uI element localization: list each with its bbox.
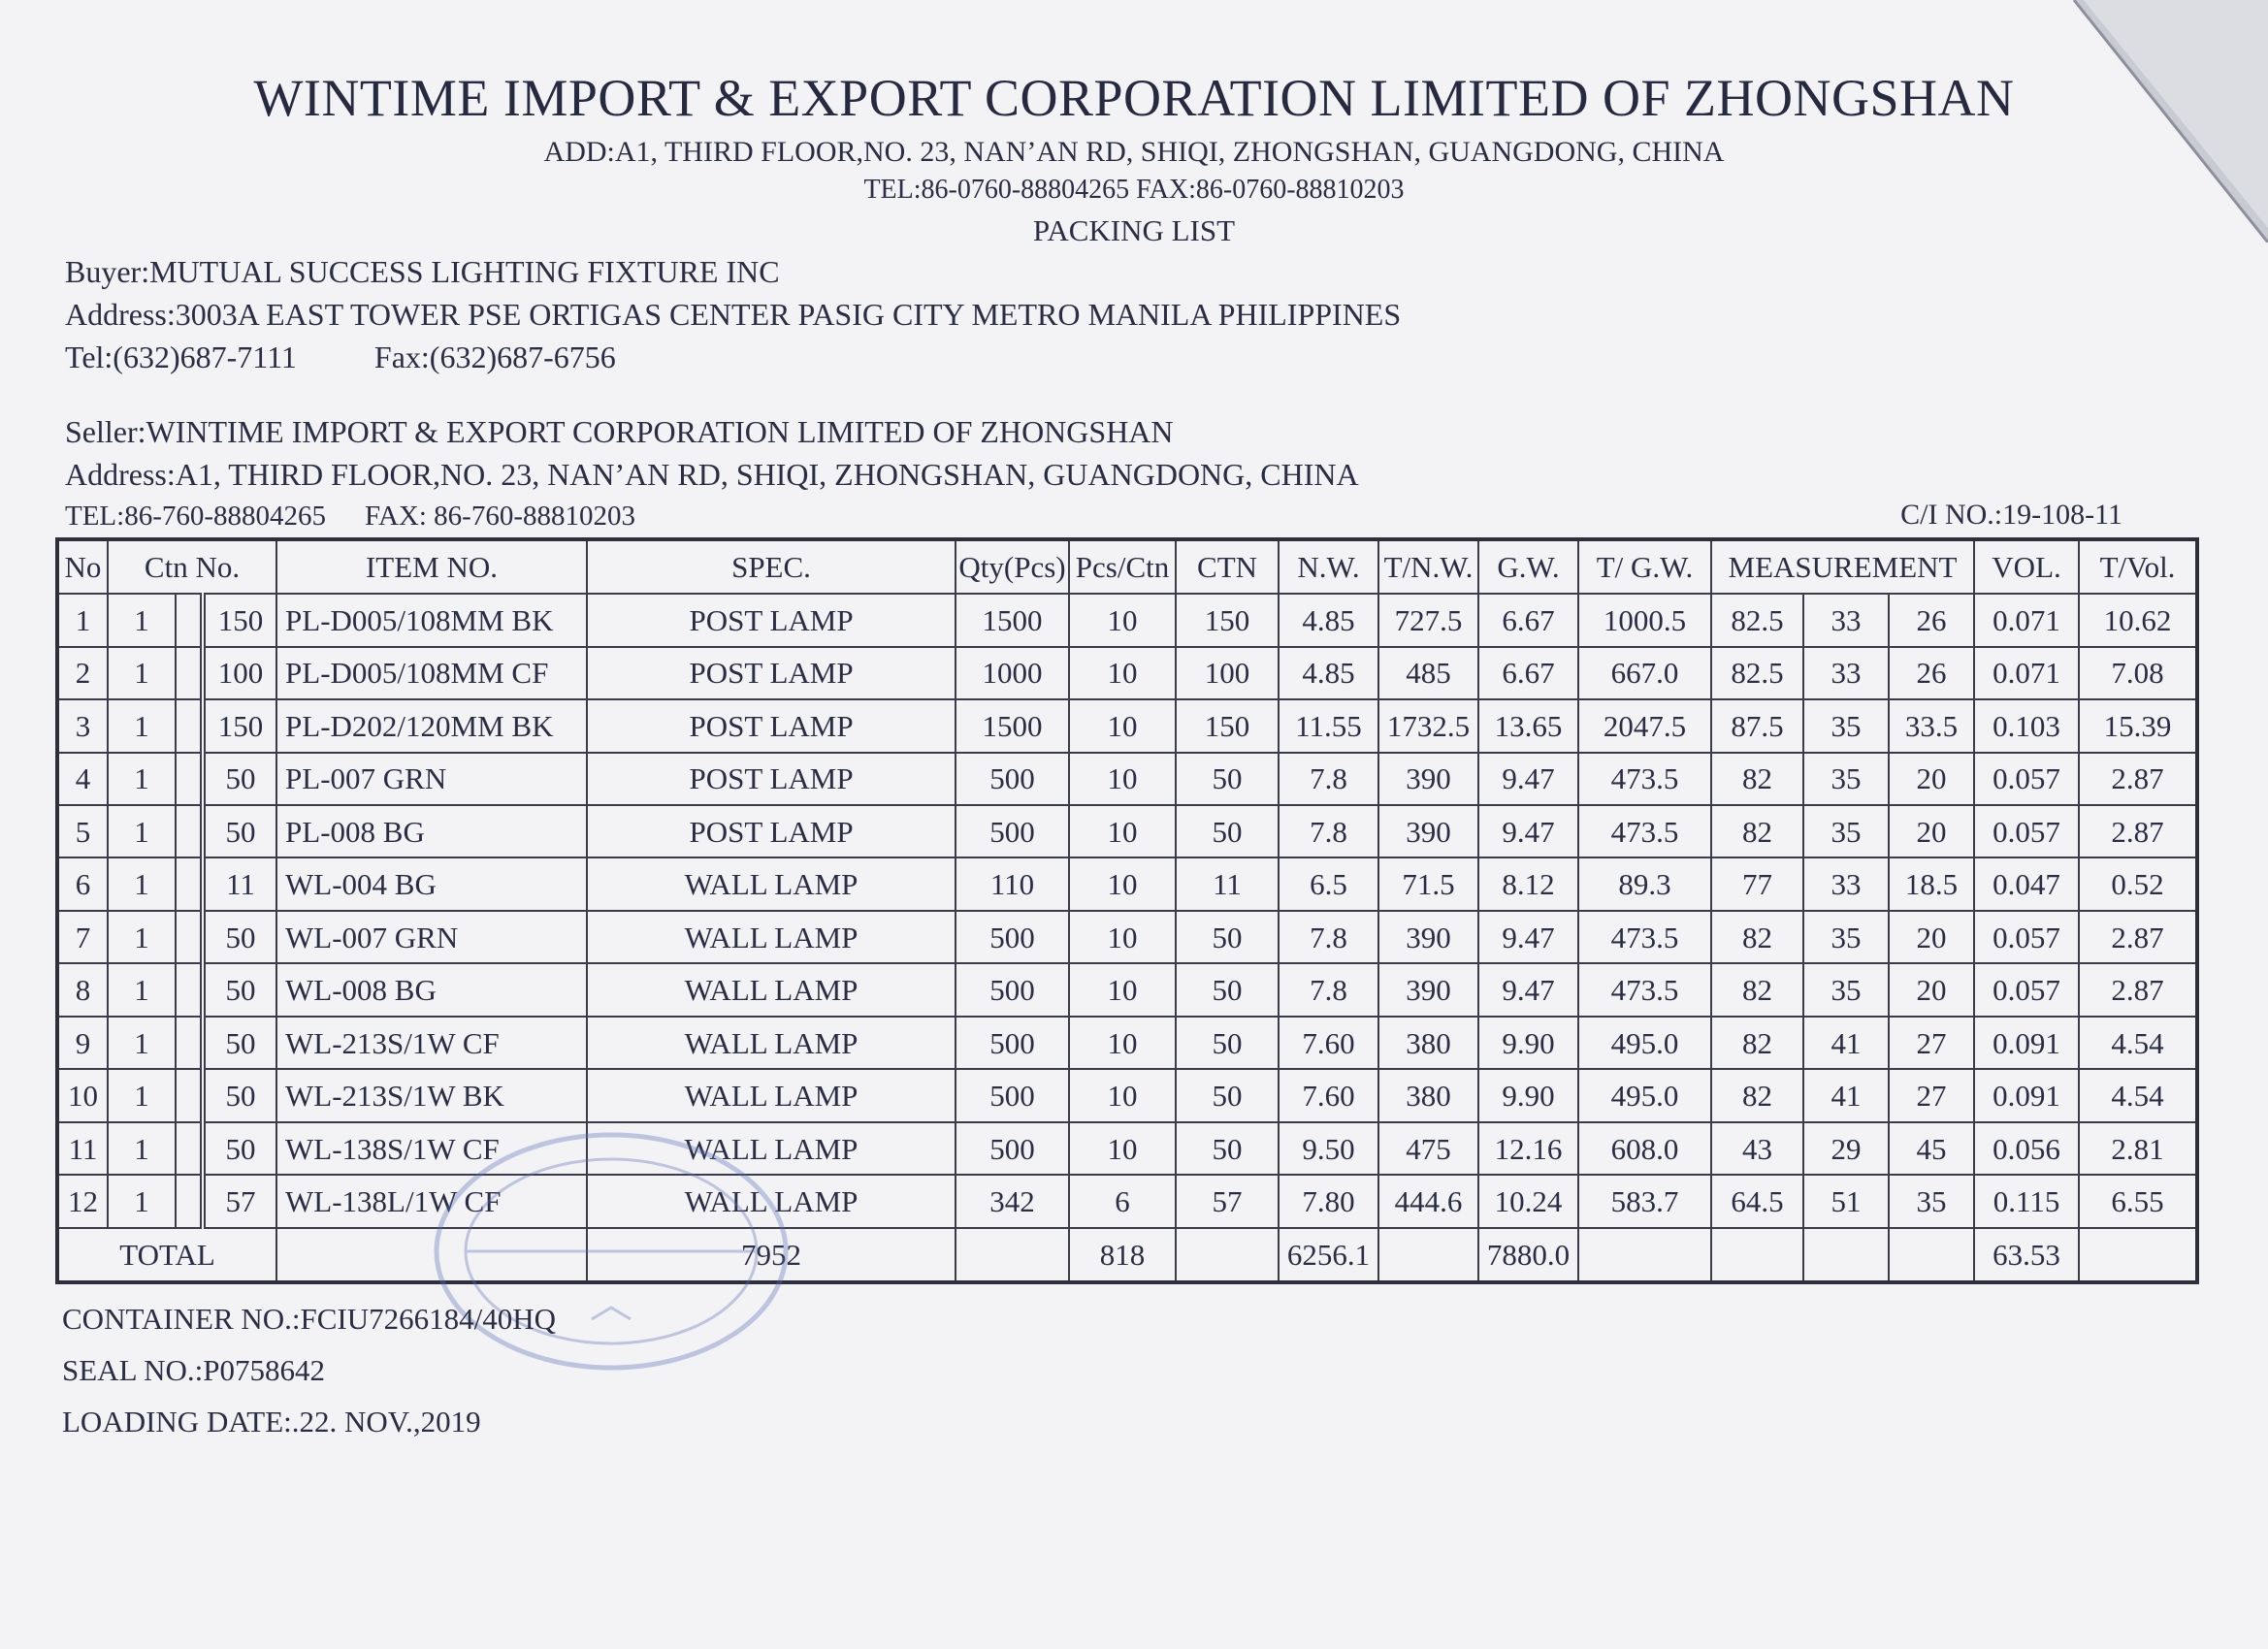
- spec: POST LAMP: [587, 647, 956, 699]
- gross-weight: 6.67: [1478, 594, 1578, 646]
- header-nw: N.W.: [1279, 539, 1378, 594]
- volume: 0.071: [1974, 594, 2079, 646]
- net-weight: 7.60: [1279, 1069, 1378, 1121]
- measure-length: 82.5: [1711, 647, 1803, 699]
- ctn-count: 50: [1176, 963, 1279, 1016]
- item-no: WL-008 BG: [276, 963, 587, 1016]
- document-title: PACKING LIST: [1032, 213, 1236, 247]
- total-volume: 2.81: [2079, 1122, 2197, 1175]
- total-ctn: 818: [1069, 1228, 1176, 1282]
- measure-length: 77: [1711, 857, 1803, 910]
- total-net-weight: 390: [1378, 805, 1478, 857]
- table-row: [57, 753, 2197, 805]
- pcs-per-ctn: 10: [1069, 753, 1176, 805]
- item-no: WL-213S/1W BK: [276, 1069, 587, 1121]
- gross-weight: 9.47: [1478, 911, 1578, 963]
- volume: 0.057: [1974, 963, 2079, 1016]
- measure-length: 64.5: [1711, 1175, 1803, 1227]
- measure-width: 35: [1803, 911, 1889, 963]
- seller-address: Address:A1, THIRD FLOOR,NO. 23, NAN’AN RD, SHIQI, ZHONGSHAN, GUANGDONG, CHINA: [65, 457, 1359, 492]
- spec: WALL LAMP: [587, 963, 956, 1016]
- total-net-weight: 444.6: [1378, 1175, 1478, 1227]
- item-no: WL-004 BG: [276, 857, 587, 910]
- measure-height: 20: [1889, 963, 1974, 1016]
- measure-length: 87.5: [1711, 699, 1803, 752]
- header-vol: VOL.: [1974, 539, 2079, 594]
- total-gross-weight: 473.5: [1578, 805, 1711, 857]
- total-gross-weight: 473.5: [1578, 963, 1711, 1016]
- measure-width: 35: [1803, 753, 1889, 805]
- qty: 1000: [956, 647, 1069, 699]
- total-volume: 2.87: [2079, 753, 2197, 805]
- row-no: 10: [57, 1069, 108, 1121]
- total-volume: 10.62: [2079, 594, 2197, 646]
- measure-height: 27: [1889, 1069, 1974, 1121]
- ctn-sep: [176, 1122, 203, 1175]
- measure-length: 82: [1711, 753, 1803, 805]
- row-no: 3: [57, 699, 108, 752]
- pcs-per-ctn: 10: [1069, 1122, 1176, 1175]
- item-no: PL-008 BG: [276, 805, 587, 857]
- qty: 500: [956, 1069, 1069, 1121]
- ctn-sep: [176, 1175, 203, 1227]
- ctn-sep: [176, 594, 203, 646]
- total-nw-empty: [1176, 1228, 1279, 1282]
- spec: WALL LAMP: [587, 1175, 956, 1227]
- loading-date: LOADING DATE:.22. NOV.,2019: [62, 1405, 481, 1439]
- total-row: [57, 1228, 2197, 1282]
- ctn-count: 50: [1176, 911, 1279, 963]
- ctn-to: 57: [203, 1175, 276, 1227]
- total-net-weight: 727.5: [1378, 594, 1478, 646]
- header-pcs-ctn: Pcs/Ctn: [1069, 539, 1176, 594]
- ctn-count: 50: [1176, 1122, 1279, 1175]
- item-no: WL-213S/1W CF: [276, 1017, 587, 1069]
- measure-width: 41: [1803, 1069, 1889, 1121]
- ctn-count: 57: [1176, 1175, 1279, 1227]
- gross-weight: 13.65: [1478, 699, 1578, 752]
- ctn-to: 150: [203, 699, 276, 752]
- measure-width: 33: [1803, 647, 1889, 699]
- qty: 500: [956, 1017, 1069, 1069]
- total-volume: 7.08: [2079, 647, 2197, 699]
- net-weight: 9.50: [1279, 1122, 1378, 1175]
- buyer-contact: [65, 340, 616, 375]
- gross-weight: 6.67: [1478, 647, 1578, 699]
- seller-name: Seller:WINTIME IMPORT & EXPORT CORPORATION LIMITED OF ZHONGSHAN: [65, 414, 1174, 449]
- total-volume: 6.55: [2079, 1175, 2197, 1227]
- table-row: [57, 857, 2197, 910]
- gross-weight: 9.47: [1478, 963, 1578, 1016]
- volume: 0.091: [1974, 1017, 2079, 1069]
- table-row: [57, 911, 2197, 963]
- volume: 0.115: [1974, 1175, 2079, 1227]
- measure-height: 20: [1889, 753, 1974, 805]
- ctn-sep: [176, 963, 203, 1016]
- row-no: 1: [57, 594, 108, 646]
- volume: 0.103: [1974, 699, 2079, 752]
- net-weight: 7.8: [1279, 753, 1378, 805]
- table-header-row: [57, 539, 2197, 594]
- gross-weight: 9.90: [1478, 1069, 1578, 1121]
- volume: 0.091: [1974, 1069, 2079, 1121]
- total-w-empty: [1711, 1228, 1803, 1282]
- total-tnw: 6256.1: [1279, 1228, 1378, 1282]
- ctn-from: 1: [108, 911, 176, 963]
- total-net-weight: 475: [1378, 1122, 1478, 1175]
- spec: POST LAMP: [587, 699, 956, 752]
- measure-width: 33: [1803, 857, 1889, 910]
- total-gross-weight: 473.5: [1578, 911, 1711, 963]
- net-weight: 4.85: [1279, 594, 1378, 646]
- item-no: PL-007 GRN: [276, 753, 587, 805]
- ctn-to: 11: [203, 857, 276, 910]
- row-no: 12: [57, 1175, 108, 1227]
- net-weight: 7.60: [1279, 1017, 1378, 1069]
- ctn-to: 100: [203, 647, 276, 699]
- net-weight: 7.80: [1279, 1175, 1378, 1227]
- net-weight: 7.8: [1279, 805, 1378, 857]
- total-gross-weight: 2047.5: [1578, 699, 1711, 752]
- total-gross-weight: 583.7: [1578, 1175, 1711, 1227]
- measure-height: 18.5: [1889, 857, 1974, 910]
- total-volume: 2.87: [2079, 805, 2197, 857]
- measure-height: 26: [1889, 647, 1974, 699]
- measure-length: 82: [1711, 1017, 1803, 1069]
- total-gross-weight: 495.0: [1578, 1069, 1711, 1121]
- measure-height: 26: [1889, 594, 1974, 646]
- qty: 1500: [956, 699, 1069, 752]
- row-no: 5: [57, 805, 108, 857]
- table-row: [57, 594, 2197, 646]
- measure-length: 82: [1711, 1069, 1803, 1121]
- volume: 0.057: [1974, 753, 2079, 805]
- ctn-from: 1: [108, 805, 176, 857]
- pcs-per-ctn: 10: [1069, 911, 1176, 963]
- qty: 500: [956, 753, 1069, 805]
- ctn-count: 150: [1176, 699, 1279, 752]
- measure-width: 35: [1803, 963, 1889, 1016]
- ctn-to: 50: [203, 963, 276, 1016]
- item-no: WL-138L/1W CF: [276, 1175, 587, 1227]
- total-net-weight: 380: [1378, 1017, 1478, 1069]
- total-gross-weight: 495.0: [1578, 1017, 1711, 1069]
- spec: WALL LAMP: [587, 1017, 956, 1069]
- ctn-sep: [176, 1017, 203, 1069]
- volume: 0.057: [1974, 911, 2079, 963]
- header-item-no: ITEM NO.: [276, 539, 587, 594]
- ctn-sep: [176, 699, 203, 752]
- table-row: [57, 1122, 2197, 1175]
- item-no: PL-D005/108MM BK: [276, 594, 587, 646]
- buyer-name: Buyer:MUTUAL SUCCESS LIGHTING FIXTURE INC: [65, 254, 780, 289]
- ctn-count: 50: [1176, 1017, 1279, 1069]
- net-weight: 6.5: [1279, 857, 1378, 910]
- measure-length: 82: [1711, 963, 1803, 1016]
- total-gw-empty: [1378, 1228, 1478, 1282]
- net-weight: 7.8: [1279, 963, 1378, 1016]
- total-net-weight: 390: [1378, 753, 1478, 805]
- qty: 500: [956, 1122, 1069, 1175]
- volume: 0.057: [1974, 805, 2079, 857]
- total-pcs-empty: [956, 1228, 1069, 1282]
- buyer-address: Address:3003A EAST TOWER PSE ORTIGAS CENTER PASIG CITY METRO MANILA PHILIPPINES: [65, 297, 1402, 332]
- measure-height: 27: [1889, 1017, 1974, 1069]
- total-h-empty: [1803, 1228, 1889, 1282]
- gross-weight: 9.47: [1478, 753, 1578, 805]
- ctn-from: 1: [108, 963, 176, 1016]
- pcs-per-ctn: 10: [1069, 857, 1176, 910]
- measure-length: 82.5: [1711, 594, 1803, 646]
- ctn-count: 150: [1176, 594, 1279, 646]
- measure-width: 35: [1803, 699, 1889, 752]
- measure-width: 29: [1803, 1122, 1889, 1175]
- gross-weight: 9.90: [1478, 1017, 1578, 1069]
- measure-width: 51: [1803, 1175, 1889, 1227]
- ctn-to: 50: [203, 1069, 276, 1121]
- total-net-weight: 390: [1378, 911, 1478, 963]
- measure-height: 20: [1889, 805, 1974, 857]
- pcs-per-ctn: 10: [1069, 805, 1176, 857]
- total-volume: 15.39: [2079, 699, 2197, 752]
- ctn-sep: [176, 805, 203, 857]
- table-row: [57, 1175, 2197, 1227]
- row-no: 8: [57, 963, 108, 1016]
- table-row: [57, 1017, 2197, 1069]
- qty: 500: [956, 963, 1069, 1016]
- total-tgw: 7880.0: [1478, 1228, 1578, 1282]
- ctn-count: 50: [1176, 1069, 1279, 1121]
- row-no: 9: [57, 1017, 108, 1069]
- total-volume: 2.87: [2079, 963, 2197, 1016]
- header-spec: SPEC.: [587, 539, 956, 594]
- row-no: 11: [57, 1122, 108, 1175]
- seller-tel: TEL:86-760-88804265: [65, 501, 327, 532]
- container-number: CONTAINER NO.:FCIU7266184/40HQ: [62, 1302, 557, 1336]
- total-vol-empty: [1889, 1228, 1974, 1282]
- pcs-per-ctn: 10: [1069, 963, 1176, 1016]
- gross-weight: 8.12: [1478, 857, 1578, 910]
- gross-weight: 12.16: [1478, 1122, 1578, 1175]
- measure-height: 45: [1889, 1122, 1974, 1175]
- total-gross-weight: 1000.5: [1578, 594, 1711, 646]
- row-no: 2: [57, 647, 108, 699]
- ctn-from: 1: [108, 699, 176, 752]
- total-volume: 0.52: [2079, 857, 2197, 910]
- buyer-fax: Fax:(632)687-6756: [373, 340, 616, 374]
- header-tgw: T/ G.W.: [1578, 539, 1711, 594]
- row-no: 7: [57, 911, 108, 963]
- ctn-to: 50: [203, 753, 276, 805]
- volume: 0.047: [1974, 857, 2079, 910]
- net-weight: 7.8: [1279, 911, 1378, 963]
- gross-weight: 9.47: [1478, 805, 1578, 857]
- measure-width: 41: [1803, 1017, 1889, 1069]
- qty: 500: [956, 805, 1069, 857]
- total-volume: 2.87: [2079, 911, 2197, 963]
- net-weight: 4.85: [1279, 647, 1378, 699]
- total-gross-weight: 667.0: [1578, 647, 1711, 699]
- ctn-from: 1: [108, 1017, 176, 1069]
- ctn-from: 1: [108, 1122, 176, 1175]
- total-qty: 7952: [587, 1228, 956, 1282]
- spec: POST LAMP: [587, 594, 956, 646]
- ctn-sep: [176, 753, 203, 805]
- ctn-count: 50: [1176, 753, 1279, 805]
- seller-contact: [65, 501, 635, 533]
- qty: 500: [956, 911, 1069, 963]
- ci-number: C/I NO.:19-108-11: [1900, 499, 2122, 531]
- total-net-weight: 1732.5: [1378, 699, 1478, 752]
- measure-width: 33: [1803, 594, 1889, 646]
- item-no: WL-007 GRN: [276, 911, 587, 963]
- pcs-per-ctn: 10: [1069, 594, 1176, 646]
- pcs-per-ctn: 10: [1069, 699, 1176, 752]
- item-no: PL-D202/120MM BK: [276, 699, 587, 752]
- volume: 0.071: [1974, 647, 2079, 699]
- table-row: [57, 647, 2197, 699]
- pcs-per-ctn: 10: [1069, 1017, 1176, 1069]
- seller-fax: FAX: 86-760-88810203: [365, 501, 635, 532]
- company-seal-stamp: [427, 1125, 795, 1377]
- header-measurement: MEASUREMENT: [1711, 539, 1974, 594]
- total-l-empty: [1578, 1228, 1711, 1282]
- ctn-to: 50: [203, 1017, 276, 1069]
- total-gross-weight: 89.3: [1578, 857, 1711, 910]
- table-row: [57, 963, 2197, 1016]
- company-address: ADD:A1, THIRD FLOOR,NO. 23, NAN’AN RD, SHIQI, ZHONGSHAN, GUANGDONG, CHINA: [543, 136, 1725, 168]
- packing-table: [55, 537, 2199, 1284]
- ctn-count: 11: [1176, 857, 1279, 910]
- table-row: [57, 805, 2197, 857]
- spec: WALL LAMP: [587, 857, 956, 910]
- ctn-to: 50: [203, 911, 276, 963]
- total-net-weight: 485: [1378, 647, 1478, 699]
- ctn-count: 100: [1176, 647, 1279, 699]
- buyer-tel: Tel:(632)687-7111: [65, 340, 297, 374]
- spec: WALL LAMP: [587, 1069, 956, 1121]
- total-net-weight: 380: [1378, 1069, 1478, 1121]
- pcs-per-ctn: 10: [1069, 1069, 1176, 1121]
- measure-height: 33.5: [1889, 699, 1974, 752]
- ctn-from: 1: [108, 594, 176, 646]
- ctn-sep: [176, 1069, 203, 1121]
- header-qty: Qty(Pcs): [956, 539, 1069, 594]
- total-volume: 4.54: [2079, 1017, 2197, 1069]
- measure-length: 43: [1711, 1122, 1803, 1175]
- measure-length: 82: [1711, 805, 1803, 857]
- total-gross-weight: 473.5: [1578, 753, 1711, 805]
- total-volume: 4.54: [2079, 1069, 2197, 1121]
- total-gross-weight: 608.0: [1578, 1122, 1711, 1175]
- ctn-from: 1: [108, 753, 176, 805]
- spec: WALL LAMP: [587, 911, 956, 963]
- measure-height: 35: [1889, 1175, 1974, 1227]
- ctn-sep: [176, 911, 203, 963]
- table-row: [57, 699, 2197, 752]
- row-no: 4: [57, 753, 108, 805]
- header-tnw: T/N.W.: [1378, 539, 1478, 594]
- seal-number: SEAL NO.:P0758642: [62, 1353, 325, 1387]
- ctn-sep: [176, 647, 203, 699]
- ctn-sep: [176, 857, 203, 910]
- total-net-weight: 390: [1378, 963, 1478, 1016]
- total-label: TOTAL: [57, 1228, 276, 1282]
- ctn-from: 1: [108, 1175, 176, 1227]
- measure-length: 82: [1711, 911, 1803, 963]
- spec: WALL LAMP: [587, 1122, 956, 1175]
- total-tvol: 63.53: [1974, 1228, 2079, 1282]
- ctn-from: 1: [108, 647, 176, 699]
- measure-height: 20: [1889, 911, 1974, 963]
- net-weight: 11.55: [1279, 699, 1378, 752]
- row-no: 6: [57, 857, 108, 910]
- spec: POST LAMP: [587, 753, 956, 805]
- qty: 1500: [956, 594, 1069, 646]
- header-tvol: T/Vol.: [2079, 539, 2197, 594]
- ctn-count: 50: [1176, 805, 1279, 857]
- volume: 0.056: [1974, 1122, 2079, 1175]
- measure-width: 35: [1803, 805, 1889, 857]
- ctn-to: 50: [203, 805, 276, 857]
- ctn-to: 150: [203, 594, 276, 646]
- table-row: [57, 1069, 2197, 1121]
- qty: 110: [956, 857, 1069, 910]
- item-no: WL-138S/1W CF: [276, 1122, 587, 1175]
- header-gw: G.W.: [1478, 539, 1578, 594]
- ctn-from: 1: [108, 1069, 176, 1121]
- company-tel-fax: TEL:86-0760-88804265 FAX:86-0760-88810203: [863, 175, 1405, 205]
- pcs-per-ctn: 6: [1069, 1175, 1176, 1227]
- item-no: PL-D005/108MM CF: [276, 647, 587, 699]
- header-ctn-no: Ctn No.: [108, 539, 276, 594]
- ctn-from: 1: [108, 857, 176, 910]
- gross-weight: 10.24: [1478, 1175, 1578, 1227]
- total-net-weight: 71.5: [1378, 857, 1478, 910]
- spec: POST LAMP: [587, 805, 956, 857]
- header-no: No: [57, 539, 108, 594]
- header-ctn: CTN: [1176, 539, 1279, 594]
- qty: 342: [956, 1175, 1069, 1227]
- pcs-per-ctn: 10: [1069, 647, 1176, 699]
- company-name: WINTIME IMPORT & EXPORT CORPORATION LIMITED OF ZHONGSHAN: [253, 69, 2015, 127]
- ctn-to: 50: [203, 1122, 276, 1175]
